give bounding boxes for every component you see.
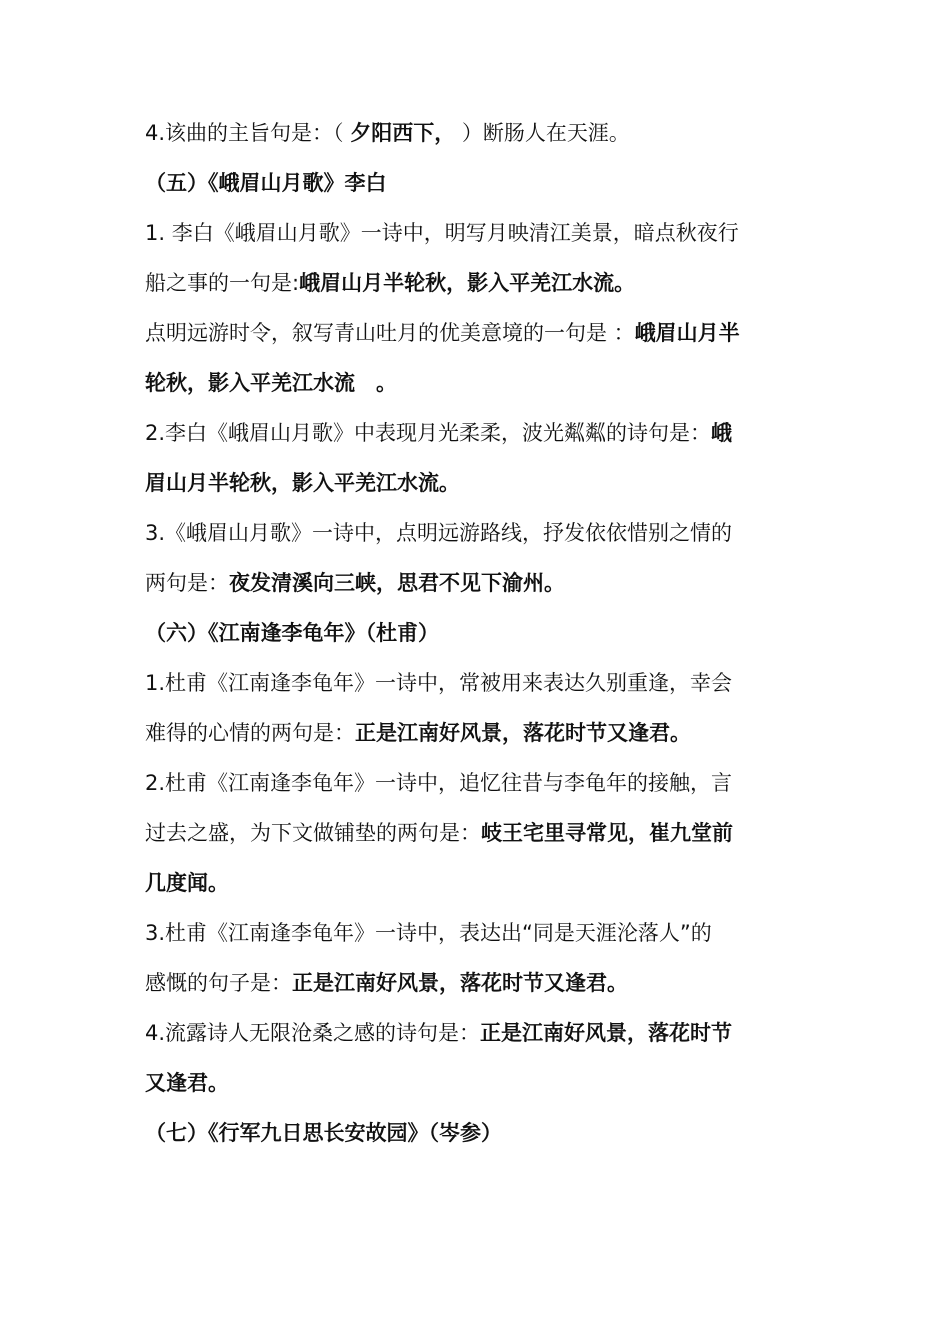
section-heading-text: （六）《江南逢李龟年》（杜甫） <box>145 621 439 645</box>
answer-text: 夜发清溪向三峡，思君不见下渝州。 <box>229 571 565 595</box>
answer-text: 峨眉山月半 <box>634 321 740 345</box>
text-line <box>145 208 810 258</box>
question-text: 4.流露诗人无限沧桑之感的诗句是： <box>145 1021 481 1045</box>
text-line <box>145 858 810 908</box>
answer-text: 夕阳西下， <box>350 121 456 145</box>
section-heading <box>145 158 810 208</box>
question-text: 感慨的句子是： <box>145 971 292 995</box>
text-line <box>145 558 810 608</box>
answer-text: 轮秋，影入平羌江水流 。 <box>145 371 397 395</box>
question-text: 难得的心情的两句是： <box>145 721 355 745</box>
question-text: 3.杜甫《江南逢李龟年》一诗中，表达出“同是天涯沦落人”的 <box>145 921 712 945</box>
question-text: 1. 李白《峨眉山月歌》一诗中，明写月映清江美景，暗点秋夜行 <box>145 221 739 245</box>
answer-text: 正是江南好风景，落花时节又逢君。 <box>292 971 628 995</box>
answer-text: 又逢君。 <box>145 1071 229 1095</box>
answer-text: 正是江南好风景，落花时节又逢君。 <box>355 721 691 745</box>
text-line <box>145 308 810 358</box>
section-heading-text: （五）《峨眉山月歌》李白 <box>145 171 387 195</box>
text-line <box>145 258 810 308</box>
text-line <box>145 408 810 458</box>
question-text: 过去之盛，为下文做铺垫的两句是： <box>145 821 481 845</box>
answer-text: 岐王宅里寻常见，崔九堂前 <box>481 821 733 845</box>
document-body <box>145 108 810 1158</box>
text-line <box>145 458 810 508</box>
answer-text: 几度闻。 <box>145 871 229 895</box>
text-line <box>145 1058 810 1108</box>
question-text: 船之事的一句是: <box>145 271 300 295</box>
text-line <box>145 658 810 708</box>
text-line <box>145 958 810 1008</box>
question-text: 3.《峨眉山月歌》一诗中，点明远游路线，抒发依依惜别之情的 <box>145 521 733 545</box>
question-text: 2.杜甫《江南逢李龟年》一诗中，追忆往昔与李龟年的接触，言 <box>145 771 733 795</box>
text-line <box>145 108 810 158</box>
question-text: 4.该曲的主旨句是：（ <box>145 121 351 145</box>
question-text: 2.李白《峨眉山月歌》中表现月光柔柔，波光粼粼的诗句是： <box>145 421 712 445</box>
answer-text: 峨眉山月半轮秋，影入平羌江水流。 <box>299 271 636 295</box>
answer-text: 峨 <box>711 421 733 445</box>
text-line <box>145 1008 810 1058</box>
text-line <box>145 808 810 858</box>
text-line <box>145 708 810 758</box>
question-text: ）断肠人在天涯。 <box>455 121 630 145</box>
question-text: 1.杜甫《江南逢李龟年》一诗中，常被用来表达久别重逢，幸会 <box>145 671 733 695</box>
text-line <box>145 908 810 958</box>
question-text: 点明远游时令，叙写青山吐月的优美意境的一句是 ： <box>145 321 635 345</box>
question-text: 两句是： <box>145 571 229 595</box>
section-heading <box>145 608 810 658</box>
text-line <box>145 758 810 808</box>
text-line <box>145 358 810 408</box>
section-heading-text: （七）《行军九日思长安故园》（岑参） <box>145 1121 502 1145</box>
answer-text: 正是江南好风景，落花时节 <box>480 1021 733 1045</box>
text-line <box>145 508 810 558</box>
answer-text: 眉山月半轮秋，影入平羌江水流。 <box>145 471 460 495</box>
section-heading <box>145 1108 810 1158</box>
